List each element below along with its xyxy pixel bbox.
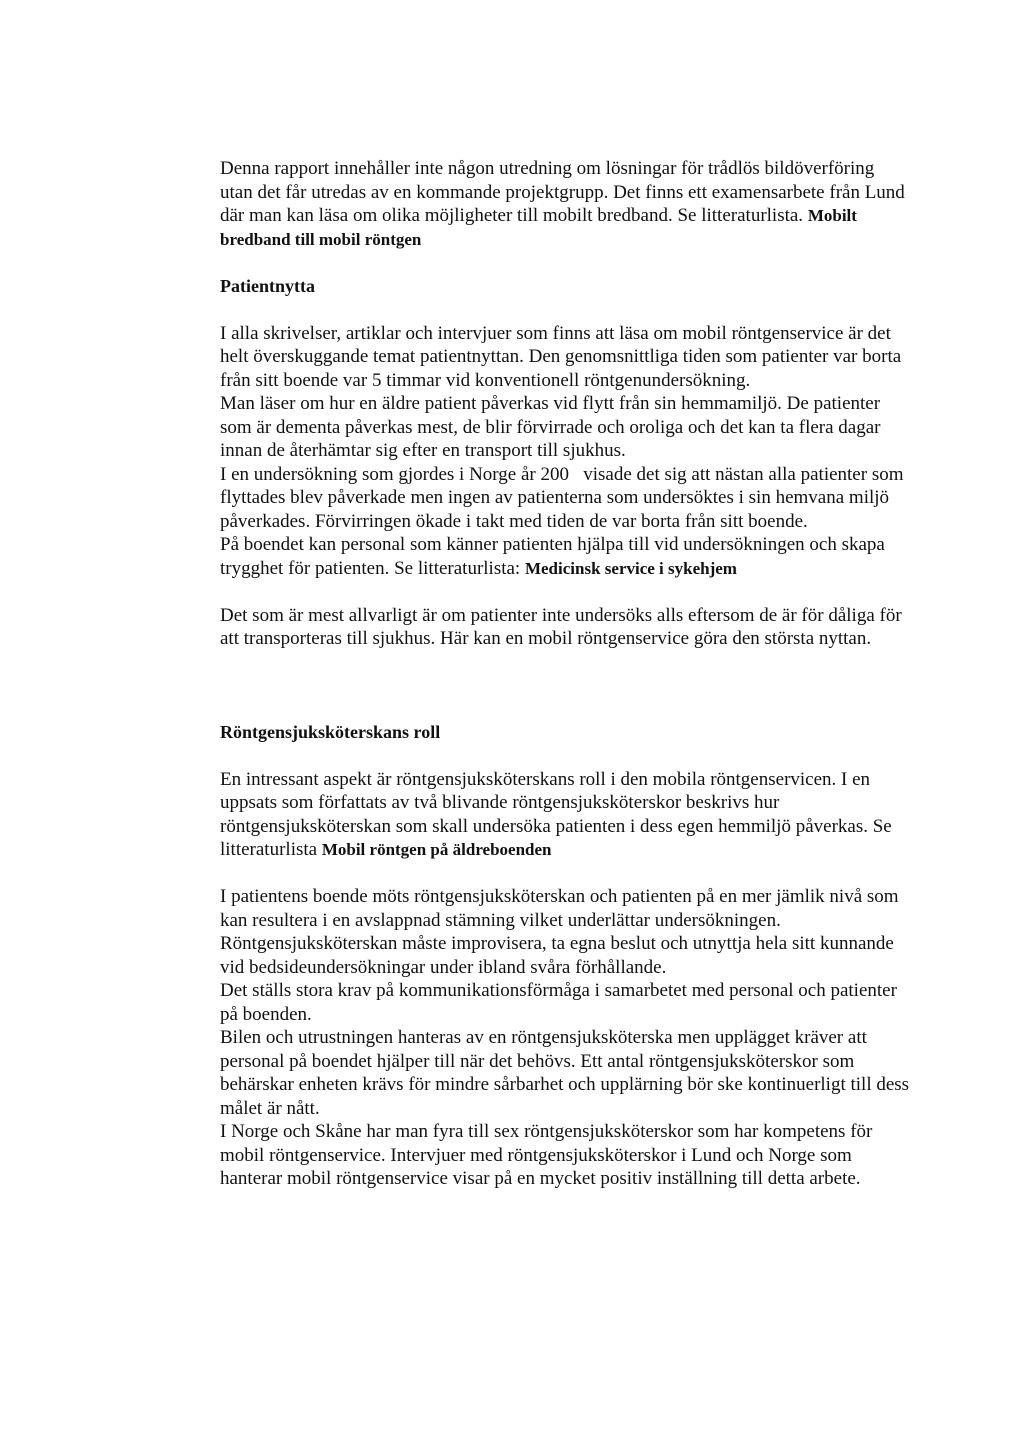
spacer-large — [220, 651, 910, 721]
heading-patientnytta: Patientnytta — [220, 275, 315, 296]
intro-text: Denna rapport innehåller inte någon utredning om lösningar för trådlös bildöverföring utan det får utredas av en kommande projektgrupp. Det finns ett examensarbete från Lund där man kan läsa om olika möjligheter till mobilt bredband. Se litteraturlista. — [220, 158, 905, 226]
spacer — [220, 862, 910, 886]
patientnytta-reference: Medicinsk service i sykehjem — [524, 558, 737, 578]
patientnytta-paragraph-3: I en undersökning som gjordes i Norge år 200 visade det sig att nästan alla patienter som flyttades blev påverkade men ingen av patienterna som undersöktes i sin hemvana miljö påverkades. Förvirringen ökade i takt med tiden de var borta från sitt boende. — [220, 463, 909, 532]
patientnytta-paragraph-1: I alla skrivelser, artiklar och intervjuer som finns att läsa om mobil röntgenservice är det helt överskuggande temat patientnyttan. Den genomsnittliga tiden som patienter var borta från sitt boende var 5 timmar vid konventionell röntgenundersökning. — [220, 322, 902, 391]
roll-paragraph-1 — [220, 768, 910, 862]
roll-paragraph-1-text: En intressant aspekt är röntgensjuksköterskans roll i den mobila röntgenservicen. I en uppsats som författats av två blivande röntgensjuksköterskor beskrivs hur röntgensjuksköterskan som skall undersöka patienten i dess egen hemmiljö påverkas. Se litteraturlista — [220, 768, 892, 860]
roll-reference: Mobil röntgen på äldreboenden — [321, 840, 552, 859]
patientnytta-paragraph-4 — [220, 533, 910, 580]
spacer — [220, 580, 910, 604]
intro-paragraph — [220, 157, 910, 251]
intro-reference: Mobilt bredband till mobil röntgen — [220, 206, 857, 249]
patientnytta-paragraph-2: Man läser om hur en äldre patient påverkas vid flytt från sin hemmamiljö. De patienter som är dementa påverkas mest, de blir förvirrade och oroliga och det kan ta flera dagar innan de återhämtar sig efter en transport till sjukhus. — [220, 393, 881, 461]
roll-paragraph-2: I patientens boende möts röntgensjuksköterskan och patienten på en mer jämlik nivå som kan resultera i en avslappnad stämning vilket underlättar undersökningen. Röntgensjuksköterskan måste improvisera, ta egna beslut och utnyttja hela sitt kunnande vid bedsideundersökningar under ibland svåra förhållande. — [220, 886, 899, 978]
patientnytta-paragraph-4-text: På boendet kan personal som känner patienten hjälpa till vid undersökningen och skapa trygghet för patienten. Se litteraturlista: — [220, 534, 885, 579]
document-page — [220, 157, 910, 1191]
spacer — [220, 251, 910, 275]
roll-paragraph-4: Bilen och utrustningen hanteras av en röntgensjuksköterska men upplägget kräver att personal på boendet hjälper till när det behövs. Ett antal röntgensjuksköterskor som behärskar enheten krävs för mindre sårbarhet och upplärning bör ske kontinuerligt till dess målet är nått. — [220, 1027, 910, 1119]
roll-paragraph-3: Det ställs stora krav på kommunikationsförmåga i samarbetet med personal och patienter på boenden. — [220, 980, 897, 1025]
spacer — [220, 744, 910, 768]
spacer — [220, 298, 910, 322]
roll-paragraph-5: I Norge och Skåne har man fyra till sex röntgensjuksköterskor som har kompetens för mobil röntgenservice. Intervjuer med röntgensjuksköterskor i Lund och Norge som hanterar mobil röntgenservice visar på en mycket positiv inställning till detta arbete. — [220, 1121, 873, 1189]
patientnytta-paragraph-5: Det som är mest allvarligt är om patienter inte undersöks alls eftersom de är för dåliga för att transporteras till sjukhus. Här kan en mobil röntgenservice göra den största nyttan. — [220, 604, 902, 649]
heading-rontgensjukskoterskans-roll: Röntgensjuksköterskans roll — [220, 721, 441, 742]
